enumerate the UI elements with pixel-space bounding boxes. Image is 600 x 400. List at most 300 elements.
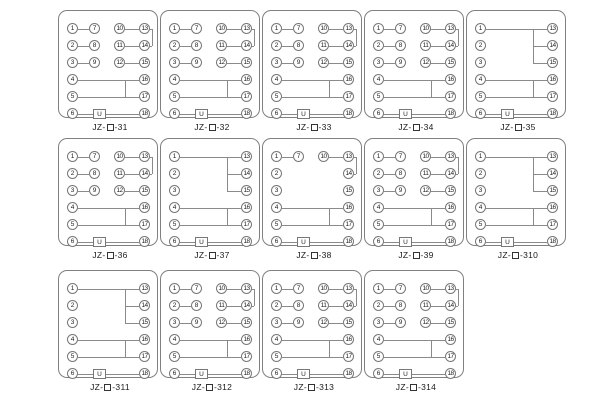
terminal-jz-35-15[interactable]: 15	[547, 57, 558, 68]
terminal-jz-35-1[interactable]: 1	[475, 23, 486, 34]
caption-placeholder-box	[413, 124, 420, 131]
terminal-jz-34-17[interactable]: 17	[445, 91, 456, 102]
wire-segment	[150, 157, 152, 158]
terminal-jz-314-18[interactable]: 18	[445, 368, 456, 379]
terminal-jz-314-7[interactable]: 7	[395, 283, 406, 294]
terminal-jz-38-13[interactable]: 13	[343, 151, 354, 162]
terminal-jz-314-16[interactable]: 16	[445, 334, 456, 345]
terminal-jz-39-2[interactable]: 2	[373, 168, 384, 179]
terminal-jz-33-10[interactable]: 10	[318, 23, 329, 34]
terminal-jz-32-18[interactable]: 18	[241, 108, 252, 119]
terminal-jz-312-1[interactable]: 1	[169, 283, 180, 294]
wire-segment	[533, 174, 547, 175]
terminal-jz-35-17[interactable]: 17	[547, 91, 558, 102]
wire-segment	[254, 289, 255, 306]
wire-segment	[354, 289, 356, 290]
wire-segment	[282, 225, 329, 226]
terminal-jz-36-10[interactable]: 10	[114, 151, 125, 162]
terminal-jz-32-1[interactable]: 1	[169, 23, 180, 34]
caption-prefix: JZ-	[92, 250, 106, 260]
terminal-jz-32-5[interactable]: 5	[169, 91, 180, 102]
terminal-jz-313-5[interactable]: 5	[271, 351, 282, 362]
terminal-jz-31-2[interactable]: 2	[67, 40, 78, 51]
terminal-jz-37-6[interactable]: 6	[169, 236, 180, 247]
wire-segment	[431, 323, 445, 324]
terminal-jz-36-9[interactable]: 9	[89, 185, 100, 196]
terminal-jz-31-15[interactable]: 15	[139, 57, 150, 68]
terminal-jz-39-9[interactable]: 9	[395, 185, 406, 196]
terminal-jz-31-18[interactable]: 18	[139, 108, 150, 119]
terminal-jz-37-2[interactable]: 2	[169, 168, 180, 179]
wire-segment	[78, 357, 125, 358]
wire-segment	[125, 357, 139, 358]
panel-caption-jz-312	[160, 382, 264, 392]
terminal-jz-34-6[interactable]: 6	[373, 108, 384, 119]
terminal-jz-33-16[interactable]: 16	[343, 74, 354, 85]
wire-segment	[354, 29, 356, 30]
wire-segment	[384, 306, 395, 307]
wire-segment	[431, 63, 445, 64]
terminal-jz-35-14[interactable]: 14	[547, 40, 558, 51]
terminal-jz-313-6[interactable]: 6	[271, 368, 282, 379]
terminal-jz-37-3[interactable]: 3	[169, 185, 180, 196]
terminal-jz-31-14[interactable]: 14	[139, 40, 150, 51]
terminal-jz-32-6[interactable]: 6	[169, 108, 180, 119]
terminal-jz-312-3[interactable]: 3	[169, 317, 180, 328]
terminal-jz-33-15[interactable]: 15	[343, 57, 354, 68]
terminal-jz-38-2[interactable]: 2	[271, 168, 282, 179]
terminal-jz-35-5[interactable]: 5	[475, 91, 486, 102]
terminal-jz-312-10[interactable]: 10	[216, 283, 227, 294]
terminal-jz-34-15[interactable]: 15	[445, 57, 456, 68]
terminal-jz-35-18[interactable]: 18	[547, 108, 558, 119]
wire-segment	[431, 174, 445, 175]
terminal-jz-310-6[interactable]: 6	[475, 236, 486, 247]
terminal-jz-36-16[interactable]: 16	[139, 202, 150, 213]
terminal-jz-35-3[interactable]: 3	[475, 57, 486, 68]
terminal-jz-39-3[interactable]: 3	[373, 185, 384, 196]
wire-segment	[431, 29, 445, 30]
terminal-jz-39-15[interactable]: 15	[445, 185, 456, 196]
terminal-jz-35-13[interactable]: 13	[547, 23, 558, 34]
terminal-jz-314-2[interactable]: 2	[373, 300, 384, 311]
terminal-jz-311-3[interactable]: 3	[67, 317, 78, 328]
terminal-jz-34-4[interactable]: 4	[373, 74, 384, 85]
terminal-jz-31-3[interactable]: 3	[67, 57, 78, 68]
terminal-jz-311-1[interactable]: 1	[67, 283, 78, 294]
relay-panel-jz-34	[364, 10, 464, 118]
terminal-jz-313-1[interactable]: 1	[271, 283, 282, 294]
terminal-jz-36-8[interactable]: 8	[89, 168, 100, 179]
terminal-jz-314-12[interactable]: 12	[420, 317, 431, 328]
terminal-jz-37-18[interactable]: 18	[241, 236, 252, 247]
terminal-jz-312-8[interactable]: 8	[191, 300, 202, 311]
terminal-jz-34-13[interactable]: 13	[445, 23, 456, 34]
terminal-jz-39-11[interactable]: 11	[420, 168, 431, 179]
terminal-jz-311-13[interactable]: 13	[139, 283, 150, 294]
terminal-jz-32-14[interactable]: 14	[241, 40, 252, 51]
wire-segment	[180, 340, 227, 341]
terminal-jz-310-17[interactable]: 17	[547, 219, 558, 230]
terminal-jz-32-16[interactable]: 16	[241, 74, 252, 85]
wire-segment	[78, 374, 93, 375]
terminal-jz-36-13[interactable]: 13	[139, 151, 150, 162]
wire-segment	[180, 63, 191, 64]
terminal-jz-36-1[interactable]: 1	[67, 151, 78, 162]
terminal-jz-36-18[interactable]: 18	[139, 236, 150, 247]
terminal-jz-37-4[interactable]: 4	[169, 202, 180, 213]
terminal-jz-34-12[interactable]: 12	[420, 57, 431, 68]
wire-segment	[180, 114, 195, 115]
wire-segment	[431, 208, 445, 209]
terminal-jz-310-18[interactable]: 18	[547, 236, 558, 247]
terminal-jz-31-5[interactable]: 5	[67, 91, 78, 102]
wire-segment	[180, 97, 227, 98]
terminal-jz-34-11[interactable]: 11	[420, 40, 431, 51]
terminal-jz-312-9[interactable]: 9	[191, 317, 202, 328]
terminal-jz-313-7[interactable]: 7	[293, 283, 304, 294]
terminal-jz-35-2[interactable]: 2	[475, 40, 486, 51]
wire-segment	[329, 225, 343, 226]
terminal-jz-34-10[interactable]: 10	[420, 23, 431, 34]
terminal-jz-313-2[interactable]: 2	[271, 300, 282, 311]
wire-segment	[125, 80, 139, 81]
terminal-jz-36-5[interactable]: 5	[67, 219, 78, 230]
wire-segment	[180, 29, 191, 30]
terminal-jz-37-13[interactable]: 13	[241, 151, 252, 162]
relay-panel-jz-311	[58, 270, 158, 378]
terminal-jz-37-15[interactable]: 15	[241, 185, 252, 196]
wire-segment	[125, 97, 139, 98]
terminal-jz-38-14[interactable]: 14	[343, 168, 354, 179]
terminal-jz-310-3[interactable]: 3	[475, 185, 486, 196]
terminal-jz-310-2[interactable]: 2	[475, 168, 486, 179]
wire-segment	[78, 225, 125, 226]
terminal-jz-38-5[interactable]: 5	[271, 219, 282, 230]
wire-segment	[384, 191, 395, 192]
wire-segment	[533, 29, 534, 46]
wire-segment	[384, 157, 395, 158]
terminal-jz-35-16[interactable]: 16	[547, 74, 558, 85]
terminal-jz-38-3[interactable]: 3	[271, 185, 282, 196]
terminal-jz-33-5[interactable]: 5	[271, 91, 282, 102]
terminal-jz-35-4[interactable]: 4	[475, 74, 486, 85]
terminal-jz-39-7[interactable]: 7	[395, 151, 406, 162]
terminal-jz-313-8[interactable]: 8	[293, 300, 304, 311]
terminal-jz-39-6[interactable]: 6	[373, 236, 384, 247]
terminal-jz-33-3[interactable]: 3	[271, 57, 282, 68]
terminal-jz-34-14[interactable]: 14	[445, 40, 456, 51]
terminal-jz-31-6[interactable]: 6	[67, 108, 78, 119]
terminal-jz-39-8[interactable]: 8	[395, 168, 406, 179]
terminal-jz-34-9[interactable]: 9	[395, 57, 406, 68]
terminal-jz-37-1[interactable]: 1	[169, 151, 180, 162]
terminal-jz-36-17[interactable]: 17	[139, 219, 150, 230]
terminal-jz-311-4[interactable]: 4	[67, 334, 78, 345]
terminal-jz-33-11[interactable]: 11	[318, 40, 329, 51]
caption-prefix: JZ-	[90, 382, 104, 392]
terminal-jz-36-6[interactable]: 6	[67, 236, 78, 247]
terminal-jz-311-6[interactable]: 6	[67, 368, 78, 379]
terminal-jz-312-2[interactable]: 2	[169, 300, 180, 311]
terminal-jz-36-14[interactable]: 14	[139, 168, 150, 179]
wire-segment	[310, 374, 343, 375]
terminal-jz-313-15[interactable]: 15	[343, 317, 354, 328]
terminal-jz-38-4[interactable]: 4	[271, 202, 282, 213]
terminal-jz-311-15[interactable]: 15	[139, 317, 150, 328]
wire-segment	[356, 29, 357, 46]
terminal-jz-312-15[interactable]: 15	[241, 317, 252, 328]
terminal-jz-36-3[interactable]: 3	[67, 185, 78, 196]
terminal-jz-33-18[interactable]: 18	[343, 108, 354, 119]
panel-caption-jz-39	[364, 250, 468, 260]
terminal-jz-32-7[interactable]: 7	[191, 23, 202, 34]
terminal-jz-312-4[interactable]: 4	[169, 334, 180, 345]
terminal-jz-36-2[interactable]: 2	[67, 168, 78, 179]
wire-segment	[458, 29, 459, 46]
wire-segment	[329, 323, 343, 324]
coil-u-box: U	[93, 237, 106, 247]
terminal-jz-312-14[interactable]: 14	[241, 300, 252, 311]
terminal-jz-38-6[interactable]: 6	[271, 236, 282, 247]
wire-segment	[329, 63, 343, 64]
wire-segment	[180, 357, 227, 358]
terminal-jz-310-4[interactable]: 4	[475, 202, 486, 213]
wire-segment	[282, 97, 329, 98]
terminal-jz-311-14[interactable]: 14	[139, 300, 150, 311]
terminal-jz-313-14[interactable]: 14	[343, 300, 354, 311]
wire-segment	[180, 323, 191, 324]
terminal-jz-39-14[interactable]: 14	[445, 168, 456, 179]
terminal-jz-32-12[interactable]: 12	[216, 57, 227, 68]
terminal-jz-32-10[interactable]: 10	[216, 23, 227, 34]
terminal-jz-36-11[interactable]: 11	[114, 168, 125, 179]
terminal-jz-39-5[interactable]: 5	[373, 219, 384, 230]
wire-segment	[412, 242, 445, 243]
wire-segment	[384, 80, 431, 81]
terminal-jz-31-17[interactable]: 17	[139, 91, 150, 102]
terminal-jz-313-18[interactable]: 18	[343, 368, 354, 379]
terminal-jz-37-14[interactable]: 14	[241, 168, 252, 179]
terminal-jz-36-4[interactable]: 4	[67, 202, 78, 213]
wire-segment	[384, 208, 431, 209]
terminal-jz-36-7[interactable]: 7	[89, 151, 100, 162]
terminal-jz-34-1[interactable]: 1	[373, 23, 384, 34]
wire-segment	[384, 225, 431, 226]
terminal-jz-33-13[interactable]: 13	[343, 23, 354, 34]
terminal-jz-314-8[interactable]: 8	[395, 300, 406, 311]
terminal-jz-39-17[interactable]: 17	[445, 219, 456, 230]
terminal-jz-31-11[interactable]: 11	[114, 40, 125, 51]
terminal-jz-38-1[interactable]: 1	[271, 151, 282, 162]
panel-caption-jz-31	[58, 122, 162, 132]
terminal-jz-33-4[interactable]: 4	[271, 74, 282, 85]
terminal-jz-31-16[interactable]: 16	[139, 74, 150, 85]
terminal-jz-314-5[interactable]: 5	[373, 351, 384, 362]
terminal-jz-38-7[interactable]: 7	[293, 151, 304, 162]
caption-prefix: JZ-	[398, 250, 412, 260]
wire-segment	[252, 29, 254, 30]
terminal-jz-314-6[interactable]: 6	[373, 368, 384, 379]
terminal-jz-33-14[interactable]: 14	[343, 40, 354, 51]
terminal-jz-32-3[interactable]: 3	[169, 57, 180, 68]
terminal-jz-31-7[interactable]: 7	[89, 23, 100, 34]
terminal-jz-33-9[interactable]: 9	[293, 57, 304, 68]
terminal-jz-32-13[interactable]: 13	[241, 23, 252, 34]
caption-placeholder-box	[104, 384, 111, 391]
terminal-jz-310-16[interactable]: 16	[547, 202, 558, 213]
terminal-jz-313-3[interactable]: 3	[271, 317, 282, 328]
terminal-jz-313-9[interactable]: 9	[293, 317, 304, 328]
terminal-jz-31-4[interactable]: 4	[67, 74, 78, 85]
terminal-jz-32-15[interactable]: 15	[241, 57, 252, 68]
terminal-jz-33-8[interactable]: 8	[293, 40, 304, 51]
terminal-jz-39-13[interactable]: 13	[445, 151, 456, 162]
terminal-jz-34-3[interactable]: 3	[373, 57, 384, 68]
terminal-jz-314-13[interactable]: 13	[445, 283, 456, 294]
terminal-jz-33-17[interactable]: 17	[343, 91, 354, 102]
terminal-jz-34-18[interactable]: 18	[445, 108, 456, 119]
terminal-jz-39-18[interactable]: 18	[445, 236, 456, 247]
terminal-jz-312-7[interactable]: 7	[191, 283, 202, 294]
terminal-jz-39-16[interactable]: 16	[445, 202, 456, 213]
terminal-jz-312-12[interactable]: 12	[216, 317, 227, 328]
terminal-jz-313-13[interactable]: 13	[343, 283, 354, 294]
terminal-jz-312-6[interactable]: 6	[169, 368, 180, 379]
terminal-jz-314-15[interactable]: 15	[445, 317, 456, 328]
terminal-jz-314-1[interactable]: 1	[373, 283, 384, 294]
caption-placeholder-box	[311, 124, 318, 131]
terminal-jz-39-4[interactable]: 4	[373, 202, 384, 213]
terminal-jz-39-1[interactable]: 1	[373, 151, 384, 162]
terminal-jz-313-17[interactable]: 17	[343, 351, 354, 362]
terminal-jz-34-2[interactable]: 2	[373, 40, 384, 51]
terminal-jz-32-4[interactable]: 4	[169, 74, 180, 85]
terminal-jz-32-17[interactable]: 17	[241, 91, 252, 102]
terminal-jz-310-14[interactable]: 14	[547, 168, 558, 179]
terminal-jz-313-10[interactable]: 10	[318, 283, 329, 294]
coil-u-box: U	[93, 369, 106, 379]
terminal-jz-311-5[interactable]: 5	[67, 351, 78, 362]
wire-segment	[180, 225, 227, 226]
terminal-jz-38-10[interactable]: 10	[318, 151, 329, 162]
terminal-jz-313-16[interactable]: 16	[343, 334, 354, 345]
terminal-jz-311-16[interactable]: 16	[139, 334, 150, 345]
terminal-jz-35-6[interactable]: 6	[475, 108, 486, 119]
terminal-jz-313-11[interactable]: 11	[318, 300, 329, 311]
terminal-jz-312-5[interactable]: 5	[169, 351, 180, 362]
terminal-jz-39-12[interactable]: 12	[420, 185, 431, 196]
wire-segment	[486, 114, 501, 115]
terminal-jz-34-7[interactable]: 7	[395, 23, 406, 34]
wire-segment	[282, 289, 293, 290]
wire-segment	[329, 208, 343, 209]
terminal-jz-312-17[interactable]: 17	[241, 351, 252, 362]
terminal-jz-31-1[interactable]: 1	[67, 23, 78, 34]
wire-segment	[282, 46, 293, 47]
terminal-jz-311-17[interactable]: 17	[139, 351, 150, 362]
terminal-jz-313-12[interactable]: 12	[318, 317, 329, 328]
terminal-jz-37-5[interactable]: 5	[169, 219, 180, 230]
terminal-jz-31-10[interactable]: 10	[114, 23, 125, 34]
terminal-jz-31-13[interactable]: 13	[139, 23, 150, 34]
terminal-jz-31-12[interactable]: 12	[114, 57, 125, 68]
wire-segment	[384, 63, 395, 64]
wire-segment	[254, 29, 255, 46]
terminal-jz-38-15[interactable]: 15	[343, 185, 354, 196]
terminal-jz-31-8[interactable]: 8	[89, 40, 100, 51]
terminal-jz-33-12[interactable]: 12	[318, 57, 329, 68]
terminal-jz-314-4[interactable]: 4	[373, 334, 384, 345]
terminal-jz-314-10[interactable]: 10	[420, 283, 431, 294]
wire-segment	[533, 157, 534, 174]
terminal-jz-34-5[interactable]: 5	[373, 91, 384, 102]
terminal-jz-31-9[interactable]: 9	[89, 57, 100, 68]
coil-u-box: U	[297, 237, 310, 247]
wire-segment	[227, 191, 241, 192]
terminal-jz-32-2[interactable]: 2	[169, 40, 180, 51]
terminal-jz-310-1[interactable]: 1	[475, 151, 486, 162]
terminal-jz-310-5[interactable]: 5	[475, 219, 486, 230]
wire-segment	[310, 114, 343, 115]
terminal-jz-314-11[interactable]: 11	[420, 300, 431, 311]
wire-segment	[329, 357, 343, 358]
terminal-jz-39-10[interactable]: 10	[420, 151, 431, 162]
terminal-jz-37-17[interactable]: 17	[241, 219, 252, 230]
terminal-jz-314-14[interactable]: 14	[445, 300, 456, 311]
terminal-jz-312-11[interactable]: 11	[216, 300, 227, 311]
terminal-jz-38-17[interactable]: 17	[343, 219, 354, 230]
terminal-jz-33-6[interactable]: 6	[271, 108, 282, 119]
terminal-jz-311-2[interactable]: 2	[67, 300, 78, 311]
wire-segment	[106, 242, 139, 243]
terminal-jz-33-7[interactable]: 7	[293, 23, 304, 34]
terminal-jz-36-15[interactable]: 15	[139, 185, 150, 196]
terminal-jz-313-4[interactable]: 4	[271, 334, 282, 345]
terminal-jz-311-18[interactable]: 18	[139, 368, 150, 379]
terminal-jz-38-16[interactable]: 16	[343, 202, 354, 213]
panel-caption-jz-313	[262, 382, 366, 392]
wire-segment	[384, 46, 395, 47]
terminal-jz-34-16[interactable]: 16	[445, 74, 456, 85]
terminal-jz-38-18[interactable]: 18	[343, 236, 354, 247]
terminal-jz-32-8[interactable]: 8	[191, 40, 202, 51]
terminal-jz-36-12[interactable]: 12	[114, 185, 125, 196]
wire-segment	[252, 306, 254, 307]
coil-u-box: U	[93, 109, 106, 119]
caption-suffix: -38	[318, 250, 332, 260]
terminal-jz-37-16[interactable]: 16	[241, 202, 252, 213]
wire-segment	[329, 80, 343, 81]
terminal-jz-33-2[interactable]: 2	[271, 40, 282, 51]
terminal-jz-33-1[interactable]: 1	[271, 23, 282, 34]
terminal-jz-32-11[interactable]: 11	[216, 40, 227, 51]
terminal-jz-314-17[interactable]: 17	[445, 351, 456, 362]
terminal-jz-310-15[interactable]: 15	[547, 185, 558, 196]
terminal-jz-310-13[interactable]: 13	[547, 151, 558, 162]
terminal-jz-314-9[interactable]: 9	[395, 317, 406, 328]
relay-panel-jz-37	[160, 138, 260, 246]
relay-panel-jz-35	[466, 10, 566, 118]
terminal-jz-32-9[interactable]: 9	[191, 57, 202, 68]
terminal-jz-314-3[interactable]: 3	[373, 317, 384, 328]
terminal-jz-34-8[interactable]: 8	[395, 40, 406, 51]
terminal-jz-312-18[interactable]: 18	[241, 368, 252, 379]
diagram-cell-jz-31	[58, 10, 162, 132]
terminal-jz-312-13[interactable]: 13	[241, 283, 252, 294]
terminal-jz-312-16[interactable]: 16	[241, 334, 252, 345]
wire-segment	[486, 225, 533, 226]
